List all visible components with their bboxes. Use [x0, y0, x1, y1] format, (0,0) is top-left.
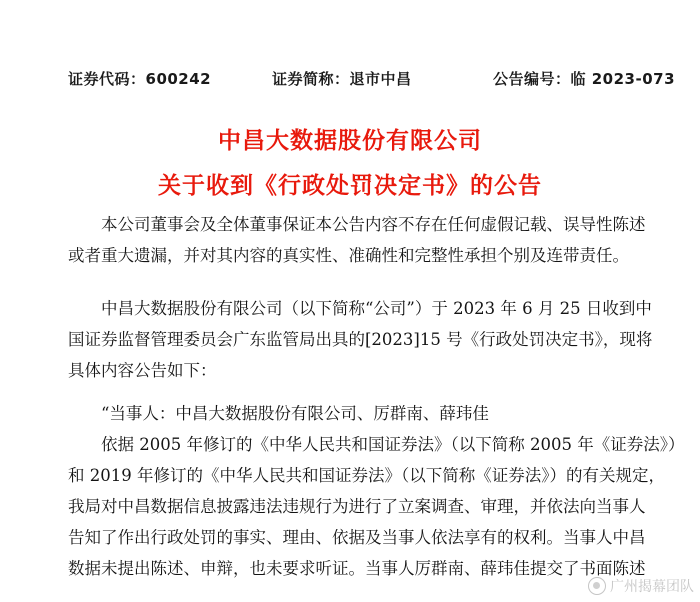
body-line: 依据 2005 年修订的《中华人民共和国证券法》（以下简称 2005 年《证券法》） — [68, 435, 685, 454]
stock-short-name: 证券简称：退市中昌 — [272, 70, 412, 88]
disclaimer-line: 本公司董事会及全体董事保证本公告内容不存在任何虚假记载、误导性陈述 — [68, 215, 646, 234]
body-line: 告知了作出行政处罚的事实、理由、依据及当事人依法享有的权利。当事人中昌 — [68, 528, 646, 547]
watermark — [588, 576, 694, 596]
intro-line: 中昌大数据股份有限公司（以下简称“公司”）于 2023 年 6 月 25 日收到中 — [68, 299, 652, 318]
body-line: 数据未提出陈述、申辩，也未要求听证。当事人厉群南、薛玮佳提交了书面陈述 — [68, 559, 646, 578]
watermark-logo-icon — [588, 577, 606, 595]
company-title: 中昌大数据股份有限公司 — [218, 128, 482, 154]
parties-line: “当事人：中昌大数据股份有限公司、厉群南、薛玮佳 — [68, 404, 489, 423]
disclaimer-paragraph — [68, 209, 668, 271]
intro-paragraph — [68, 293, 668, 386]
stock-code: 证券代码：600242 — [68, 70, 212, 88]
announcement-title: 关于收到《行政处罚决定书》的公告 — [158, 173, 542, 199]
disclaimer-line: 或者重大遗漏，并对其内容的真实性、准确性和完整性承担个别及连带责任。 — [68, 246, 629, 265]
parties-paragraph — [68, 398, 668, 429]
announcement-number: 公告编号：临 2023-073 — [493, 70, 676, 88]
intro-line: 具体内容公告如下： — [68, 361, 217, 380]
body-line: 我局对中昌数据信息披露违法违规行为进行了立案调查、审理，并依法向当事人 — [68, 497, 646, 516]
body-line: 和 2019 年修订的《中华人民共和国证券法》（以下简称《证券法》）的有关规定， — [68, 466, 665, 485]
body-paragraph — [68, 429, 685, 584]
intro-line: 国证券监督管理委员会广东监管局出具的[2023]15 号《行政处罚决定书》，现将 — [68, 330, 653, 349]
watermark-text: 广州揭幕团队 — [610, 579, 694, 595]
